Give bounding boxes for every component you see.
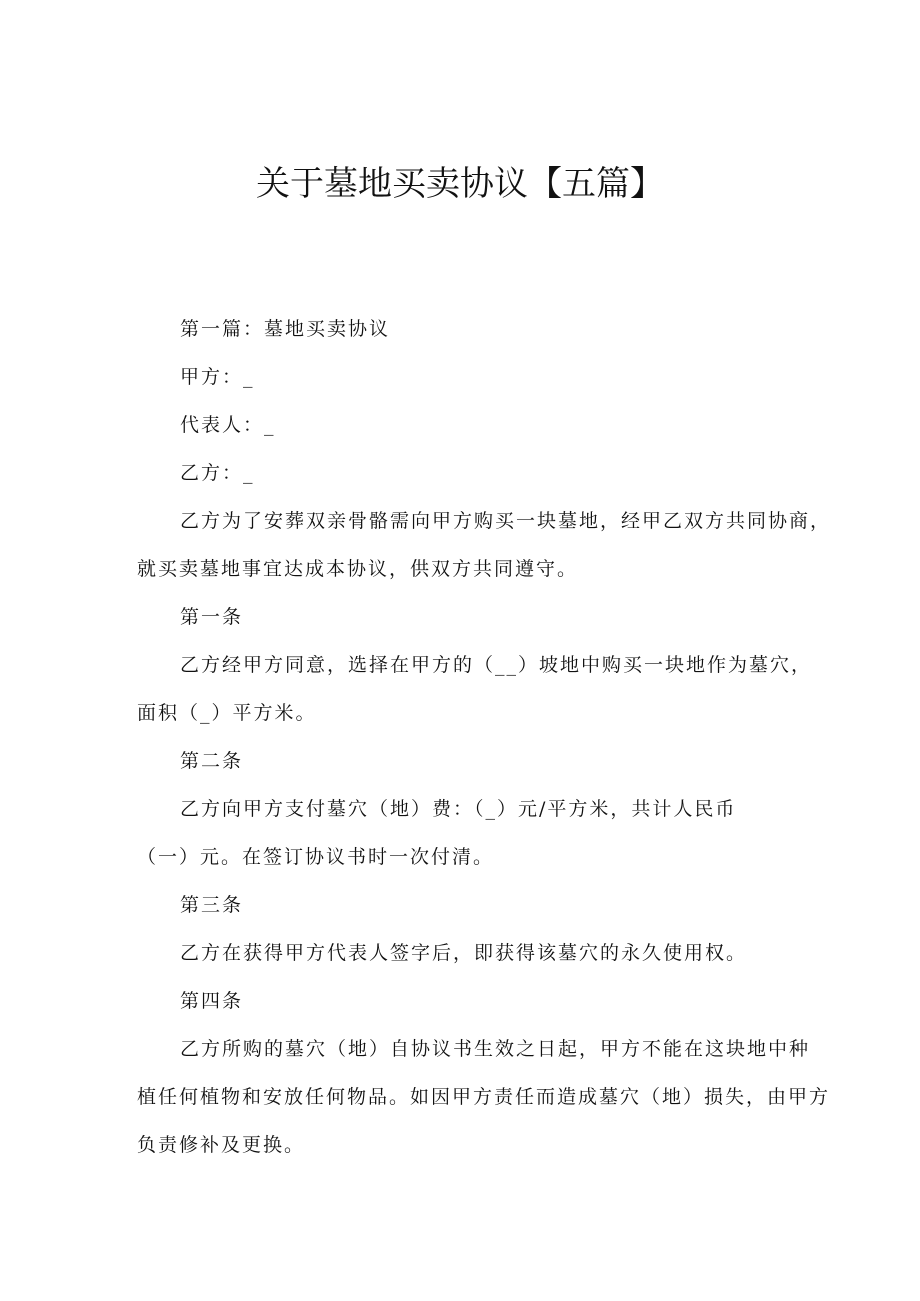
document-title: 关于墓地买卖协议【五篇】 — [256, 164, 664, 204]
paragraph-line: 植任何植物和安放任何物品。如因甲方责任而造成墓穴（地）损失，由甲方 — [137, 1086, 831, 1108]
paragraph-line: （一）元。在签订协议书时一次付清。 — [137, 846, 495, 868]
paragraph-line: 乙方向甲方支付墓穴（地）费：（_）元/平方米，共计人民币 — [180, 798, 737, 820]
article-heading: 第三条 — [180, 894, 244, 916]
paragraph-line: 乙方在获得甲方代表人签字后，即获得该墓穴的永久使用权。 — [180, 942, 748, 964]
article-heading: 第一条 — [180, 606, 244, 628]
section-heading: 第一篇：墓地买卖协议 — [180, 318, 391, 340]
party-b-line: 乙方：_ — [180, 462, 255, 484]
paragraph-line: 乙方经甲方同意，选择在甲方的（__）坡地中购买一块地作为墓穴， — [180, 654, 813, 676]
party-a-line: 甲方：_ — [180, 366, 255, 388]
paragraph-line: 负责修补及更换。 — [137, 1134, 306, 1156]
document-body — [137, 305, 832, 1169]
article-heading: 第四条 — [180, 990, 244, 1012]
paragraph-line: 面积（_）平方米。 — [137, 702, 317, 724]
paragraph-line: 乙方所购的墓穴（地）自协议书生效之日起，甲方不能在这块地中种 — [180, 1038, 811, 1060]
paragraph-line: 乙方为了安葬双亲骨骼需向甲方购买一块墓地，经甲乙双方共同协商， — [180, 510, 832, 532]
paragraph-line: 就买卖墓地事宜达成本协议，供双方共同遵守。 — [137, 558, 579, 580]
representative-line: 代表人：_ — [180, 414, 276, 436]
article-heading: 第二条 — [180, 750, 244, 772]
